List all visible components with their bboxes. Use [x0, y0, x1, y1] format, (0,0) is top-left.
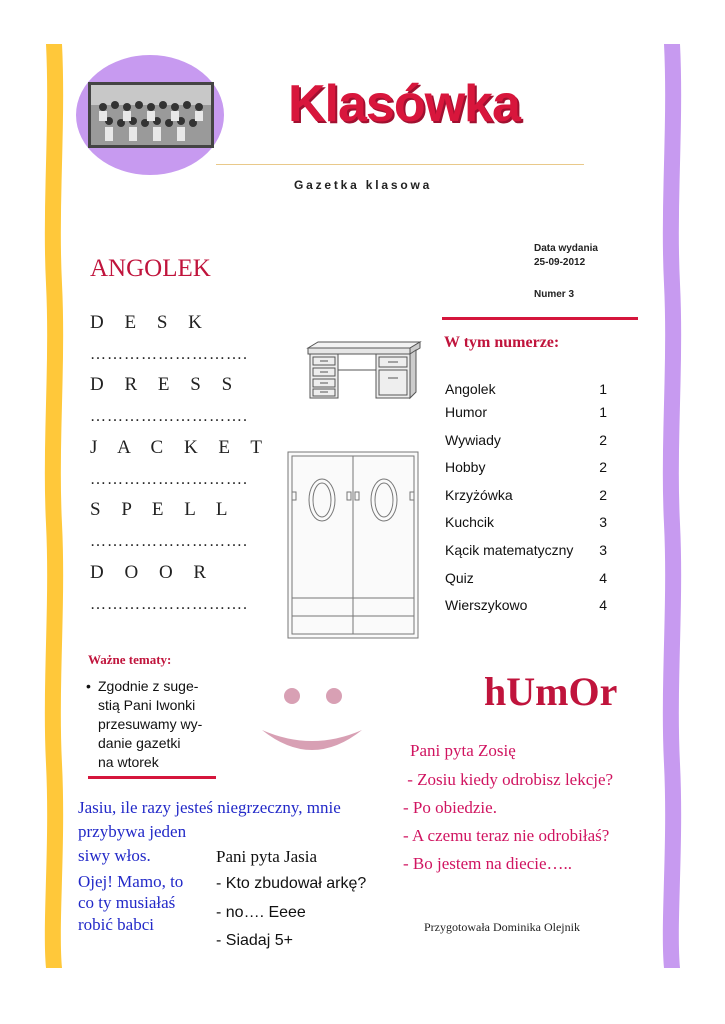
joke-line: - Zosiu kiedy odrobisz lekcje? — [403, 770, 614, 789]
joke-line: przybywa jeden — [78, 822, 187, 841]
vocab-word: S P E L L — [90, 499, 236, 520]
toc-label: Krzyżówka — [445, 487, 513, 503]
vocab-word: D O O R — [90, 562, 215, 583]
important-topics-heading: Ważne tematy: — [88, 652, 172, 667]
toc-label: Wywiady — [445, 432, 501, 448]
toc-item — [445, 542, 607, 558]
joke-line: - A czemu teraz nie odrobiłaś? — [403, 826, 610, 845]
toc-page: 4 — [599, 597, 607, 613]
angolek-heading: ANGOLEK — [90, 255, 211, 282]
issue-date-label: Data wydania — [534, 243, 598, 254]
important-topics-line: Zgodnie z suge- — [98, 678, 199, 694]
important-topics-line: przesuwamy wy- — [98, 716, 203, 732]
important-topics-line: danie gazetki — [98, 735, 181, 751]
toc-label: Kącik matematyczny — [445, 542, 574, 558]
vocab-blank: ………………………. — [90, 346, 248, 363]
important-topics-line: stią Pani Iwonki — [98, 697, 196, 713]
joke-line: Pani pyta Zosię — [410, 741, 516, 760]
desk-illustration — [306, 340, 422, 400]
left-yellow-border — [44, 44, 64, 968]
toc-label: Humor — [445, 404, 488, 420]
vocab-blank: ………………………. — [90, 408, 248, 425]
joke-line: Jasiu, ile razy jesteś niegrzeczny, mnie — [78, 798, 341, 817]
vocab-blank: ………………………. — [90, 471, 248, 488]
issue-date-value: 25-09-2012 — [534, 257, 586, 268]
toc-page: 2 — [599, 432, 607, 448]
right-purple-border — [662, 44, 682, 968]
vocab-word: D E S K — [90, 312, 210, 333]
important-topics-item — [86, 677, 216, 772]
toc-item — [445, 597, 607, 613]
toc-label: Wierszykowo — [445, 597, 528, 613]
vocab-word: D R E S S — [90, 374, 241, 395]
joke-line: Pani pyta Jasia — [216, 847, 318, 866]
humor-heading: hUmOr — [484, 669, 618, 714]
toc-page: 2 — [599, 459, 607, 475]
vocab-blank: ………………………. — [90, 533, 248, 550]
joke-line: - no…. Eeee — [216, 904, 306, 921]
joke-line: - Kto zbudował arkę? — [216, 875, 367, 892]
class-photo — [88, 82, 214, 148]
toc-page: 1 — [599, 404, 607, 420]
topics-divider — [88, 776, 216, 779]
toc-page: 4 — [599, 570, 607, 586]
joke-line: Ojej! Mamo, to — [78, 872, 184, 891]
toc-label: Kuchcik — [445, 514, 495, 530]
toc-item — [445, 459, 607, 475]
vocab-word: J A C K E T — [90, 437, 271, 458]
toc-heading: W tym numerze: — [444, 334, 560, 351]
toc-item — [445, 432, 607, 448]
subtitle: Gazetka klasowa — [294, 178, 433, 192]
joke-line: co ty musiałaś — [78, 893, 176, 912]
author-credit: Przygotowała Dominika Olejnik — [424, 920, 580, 934]
toc-item — [445, 487, 607, 503]
vocab-blank: ………………………. — [90, 596, 248, 613]
toc-page: 3 — [599, 514, 607, 530]
smiley-icon — [256, 680, 366, 760]
important-topics-line: na wtorek — [98, 754, 159, 770]
toc-item — [445, 570, 607, 586]
toc-item — [445, 514, 607, 530]
toc-label: Quiz — [445, 570, 474, 586]
joke-line: - Siadaj 5+ — [216, 932, 293, 949]
issue-number: Numer 3 — [534, 289, 575, 300]
toc-page: 2 — [599, 487, 607, 503]
toc-divider — [442, 317, 638, 320]
joke-line: - Bo jestem na diecie….. — [403, 854, 573, 873]
toc-label: Hobby — [445, 459, 486, 475]
toc-label: Angolek — [445, 381, 496, 397]
toc-page: 3 — [599, 542, 607, 558]
bullet-icon: • — [86, 678, 91, 694]
joke-line: siwy włos. — [78, 846, 151, 865]
toc-page: 1 — [599, 381, 607, 397]
joke-line: robić babci — [78, 915, 154, 934]
toc-item — [445, 404, 607, 420]
title-divider — [216, 164, 584, 165]
door-illustration — [286, 450, 420, 640]
newspaper-title: Klasówka — [288, 75, 520, 133]
joke-line: - Po obiedzie. — [403, 798, 497, 817]
toc-item — [445, 381, 607, 397]
